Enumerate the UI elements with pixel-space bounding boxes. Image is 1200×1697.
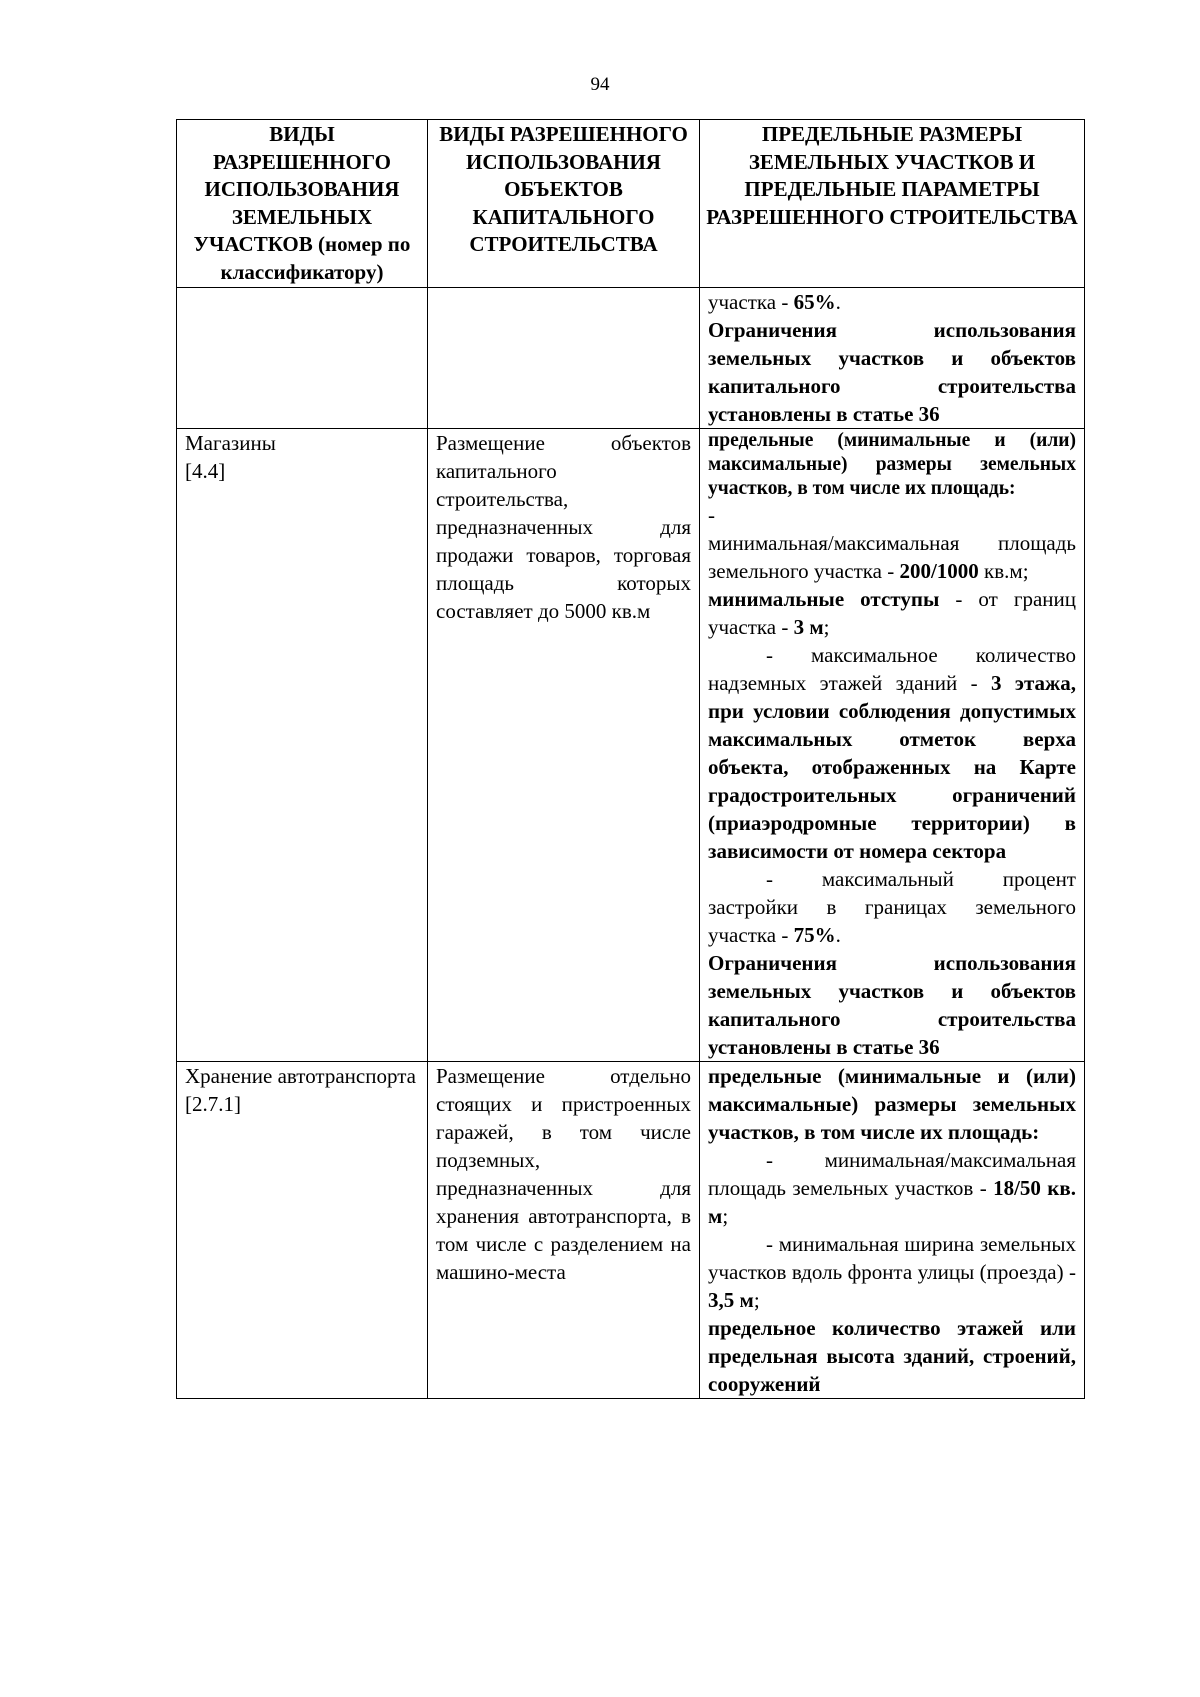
row2-col1 <box>177 1062 428 1399</box>
text: . <box>835 923 841 947</box>
table-row <box>177 429 1085 1062</box>
row0-col3 <box>700 288 1085 429</box>
value: 3 этажа, при условии соблюдения допустимых максимальных отметок верха объекта, отображенных на Карте градостроительных ограничений (приаэродромные территории) в зависимости от номера сектора <box>708 671 1076 863</box>
row0-col1 <box>177 288 428 429</box>
land-use-name: Магазины <box>185 431 276 455</box>
row2-col2 <box>428 1062 700 1399</box>
text: минимальные отступы <box>708 587 940 611</box>
value: 3,5 м <box>708 1288 754 1312</box>
text: - минимальная/максимальная площадь земельных участков - <box>708 1148 1076 1200</box>
text: - минимальная ширина земельных участков вдоль фронта улицы (проезда) - <box>708 1232 1076 1284</box>
row1-col3 <box>700 429 1085 1062</box>
land-use-name: Хранение автотранспорта <box>185 1064 416 1088</box>
classifier-code: [4.4] <box>185 459 226 483</box>
text: - максимальное количество надземных этажей зданий - <box>708 643 1076 695</box>
value: 3 м <box>793 615 824 639</box>
limits-intro: предельные (минимальные и (или) максимальные) размеры земельных участков, в том числе их площадь: <box>708 430 1076 499</box>
text: ; <box>753 1288 760 1312</box>
capital-use-description: Размещение объектов капитального строительства, предназначенных для продажи товаров, торговая площадь которых составляет до 5000 кв.м <box>436 431 691 623</box>
dash: - <box>708 503 715 527</box>
text: . <box>835 290 841 314</box>
text: участка - <box>708 290 794 314</box>
regulations-table <box>176 119 1085 1399</box>
text: ; <box>722 1204 729 1228</box>
value: 200/1000 <box>899 559 979 583</box>
value: 65% <box>793 290 836 314</box>
page-number: 94 <box>590 74 610 95</box>
limits-note: предельное количество этажей или предельная высота зданий, строений, сооружений <box>708 1316 1076 1396</box>
capital-use-description: Размещение отдельно стоящих и пристроенных гаражей, в том числе подземных, предназначенных для хранения автотранспорта, в том числе с разделением на машино-места <box>436 1064 691 1284</box>
restrictions-note: Ограничения использования земельных участков и объектов капитального строительства установлены в статье 36 <box>708 951 1076 1059</box>
row2-col3 <box>700 1062 1085 1399</box>
table-row <box>177 288 1085 429</box>
restrictions-note: Ограничения использования земельных участков и объектов капитального строительства установлены в статье 36 <box>708 318 1076 426</box>
text: - максимальный процент застройки в границах земельного участка - <box>708 867 1076 947</box>
value: 75% <box>793 923 836 947</box>
classifier-code: [2.7.1] <box>185 1092 241 1116</box>
text: минимальная/максимальная площадь земельного участка - <box>708 531 1076 583</box>
table-row <box>177 1062 1085 1399</box>
row0-col2 <box>428 288 700 429</box>
row1-col2 <box>428 429 700 1062</box>
header-limits: ПРЕДЕЛЬНЫЕ РАЗМЕРЫ ЗЕМЕЛЬНЫХ УЧАСТКОВ И ПРЕДЕЛЬНЫЕ ПАРАМЕТРЫ РАЗРЕШЕННОГО СТРОИТЕЛЬСТВА <box>700 120 1085 288</box>
text: - от границ участка - <box>708 587 1076 639</box>
text: ; <box>823 615 830 639</box>
value: 18/50 кв. м <box>708 1176 1076 1228</box>
header-land-use: ВИДЫ РАЗРЕШЕННОГО ИСПОЛЬЗОВАНИЯ ЗЕМЕЛЬНЫХ УЧАСТКОВ (номер по классификатору) <box>177 120 428 288</box>
header-capital-use: ВИДЫ РАЗРЕШЕННОГО ИСПОЛЬЗОВАНИЯ ОБЪЕКТОВ КАПИТАЛЬНОГО СТРОИТЕЛЬСТВА <box>428 120 700 288</box>
text: кв.м; <box>978 559 1029 583</box>
limits-intro: предельные (минимальные и (или) максимальные) размеры земельных участков, в том числе их площадь: <box>708 1064 1076 1144</box>
row1-col1 <box>177 429 428 1062</box>
table-header-row <box>177 120 1085 288</box>
